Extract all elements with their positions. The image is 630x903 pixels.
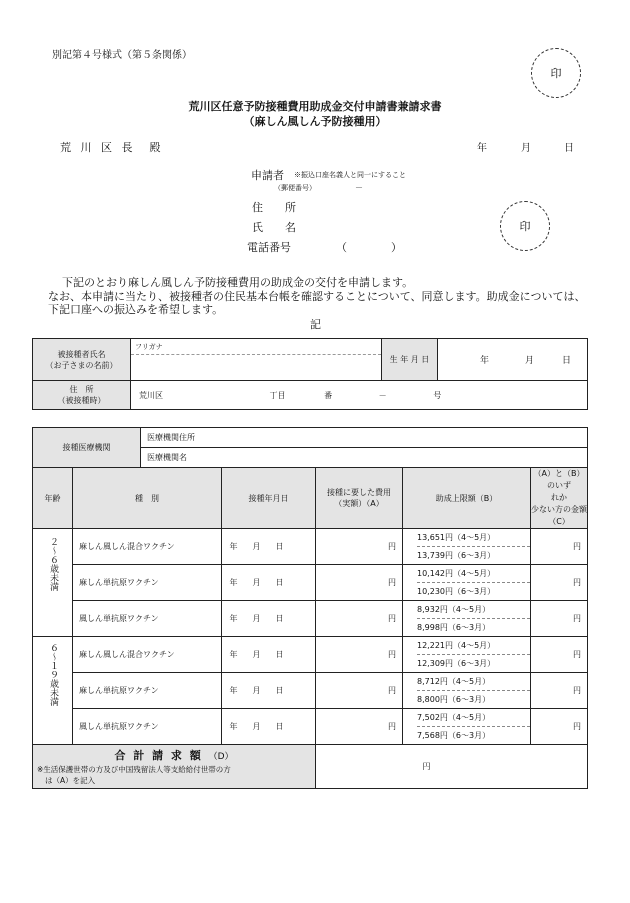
table-row (33, 565, 588, 601)
ban-text: 番 (324, 390, 333, 400)
body-line-2: なお、本申請に当たり、被接種者の住民基本台帳を確認することについて、同意します。助成金については、 (48, 290, 586, 303)
col-date: 接種年月日 (222, 468, 316, 529)
age-group-2: ６～１９歳未満 (33, 637, 73, 745)
date-day: 日 (564, 143, 574, 154)
date-field[interactable]: 年 月 日 (222, 637, 316, 673)
min-field[interactable]: 円 (531, 709, 588, 745)
col-type: 種 別 (73, 468, 222, 529)
min-field[interactable]: 円 (531, 673, 588, 709)
dob-field[interactable] (438, 339, 588, 381)
min-field[interactable]: 円 (531, 565, 588, 601)
limit-value: 8,712円（4～5月） 8,800円（6～3月） (403, 673, 531, 709)
addressee: 荒 川 区 長 殿 (60, 141, 164, 154)
child-address-label: 住 所 （被接種時） (33, 381, 131, 410)
child-address-field[interactable] (131, 381, 588, 410)
date-year: 年 (477, 143, 487, 154)
vaccine-type: 麻しん単抗原ワクチン (73, 673, 222, 709)
col-limit: 助成上限額（B） (403, 468, 531, 529)
date-field[interactable]: 年 月 日 (222, 529, 316, 565)
table-row (33, 637, 588, 673)
col-min: （A）と（B）のいず れか 少ない方の金額 （C） (531, 468, 588, 529)
table-row (33, 601, 588, 637)
name-label: 氏 名 (252, 221, 296, 234)
seal-stamp-applicant (500, 201, 550, 251)
table-row (33, 709, 588, 745)
furigana-label: フリガナ (131, 339, 381, 355)
limit-value: 7,502円（4～5月） 7,568円（6～3月） (403, 709, 531, 745)
total-note-1: ※生活保護世帯の方及び中国残留法人等支給給付世帯の方 (37, 765, 231, 774)
phone-label: 電話番号 (247, 241, 291, 254)
body-line-1: 下記のとおり麻しん風しん予防接種費用の助成金の交付を申請します。 (62, 276, 414, 289)
main-table (32, 427, 588, 789)
cost-field[interactable]: 円 (316, 601, 403, 637)
seal-stamp-top (531, 48, 581, 98)
total-note-2: は（A）を記入 (45, 776, 96, 785)
limit-value: 13,651円（4～5月） 13,739円（6～3月） (403, 529, 531, 565)
total-label-cell (33, 745, 316, 789)
col-age: 年齢 (33, 468, 73, 529)
vaccine-type: 麻しん風しん混合ワクチン (73, 529, 222, 565)
institution-address-field[interactable]: 医療機関住所 (141, 428, 588, 448)
postal-dash: － (355, 183, 363, 192)
institution-name-field[interactable]: 医療機関名 (141, 448, 588, 468)
limit-value: 10,142円（4～5月） 10,230円（6～3月） (403, 565, 531, 601)
date-month: 月 (521, 143, 531, 154)
total-d: （D） (208, 752, 234, 762)
min-field[interactable]: 円 (531, 601, 588, 637)
table-row (33, 529, 588, 565)
col-cost: 接種に要した費用 （実額）（A） (316, 468, 403, 529)
dob-year: 年 (480, 356, 490, 366)
seal-label: 印 (550, 67, 562, 80)
total-field[interactable]: 円 (316, 745, 588, 789)
phone-paren: （ ） (336, 241, 402, 254)
person-table (32, 338, 588, 410)
ki-label: 記 (310, 318, 321, 331)
chome-text: 丁目 (269, 390, 286, 400)
vaccine-type: 麻しん風しん混合ワクチン (73, 637, 222, 673)
child-name-label: 被接種者氏名 （お子さまの名前） (33, 339, 131, 381)
table-row (33, 673, 588, 709)
vaccine-type: 風しん単抗原ワクチン (73, 601, 222, 637)
cost-field[interactable]: 円 (316, 673, 403, 709)
min-field[interactable]: 円 (531, 637, 588, 673)
vaccine-type: 風しん単抗原ワクチン (73, 709, 222, 745)
page-subtitle: （麻しん風しん予防接種用） (243, 115, 387, 128)
min-field[interactable]: 円 (531, 529, 588, 565)
date-field[interactable]: 年 月 日 (222, 601, 316, 637)
cost-field[interactable]: 円 (316, 637, 403, 673)
date-field[interactable]: 年 月 日 (222, 673, 316, 709)
date-field[interactable]: 年 月 日 (222, 709, 316, 745)
limit-value: 12,221円（4～5月） 12,309円（6～3月） (403, 637, 531, 673)
cost-field[interactable]: 円 (316, 529, 403, 565)
applicant-note: ※振込口座名義人と同一にすること (294, 171, 406, 179)
cost-field[interactable]: 円 (316, 565, 403, 601)
date-field[interactable]: 年 月 日 (222, 565, 316, 601)
ward-text: 荒川区 (139, 390, 163, 400)
address-label: 住 所 (252, 201, 296, 214)
applicant-label: 申請者 (251, 169, 284, 182)
go-text: 号 (433, 390, 442, 400)
form-number: 別記第４号様式（第５条関係） (52, 50, 192, 61)
dash-text: － (378, 390, 387, 400)
dob-day: 日 (562, 356, 572, 366)
page-title: 荒川区任意予防接種費用助成金交付申請書兼請求書 (188, 100, 442, 113)
age-group-1: ２～６歳未満 (33, 529, 73, 637)
cost-field[interactable]: 円 (316, 709, 403, 745)
dob-month: 月 (525, 356, 535, 366)
body-line-3: 下記口座への振込みを希望します。 (48, 303, 224, 316)
limit-value: 8,932円（4～5月） 8,998円（6～3月） (403, 601, 531, 637)
seal-label: 印 (519, 220, 531, 233)
vaccine-type: 麻しん単抗原ワクチン (73, 565, 222, 601)
total-label: 合 計 請 求 額 (114, 749, 203, 762)
postal-label: （郵便番号） (274, 184, 316, 192)
child-name-field[interactable] (131, 339, 382, 381)
dob-label: 生 年 月 日 (382, 339, 438, 381)
institution-label: 接種医療機関 (33, 428, 141, 468)
